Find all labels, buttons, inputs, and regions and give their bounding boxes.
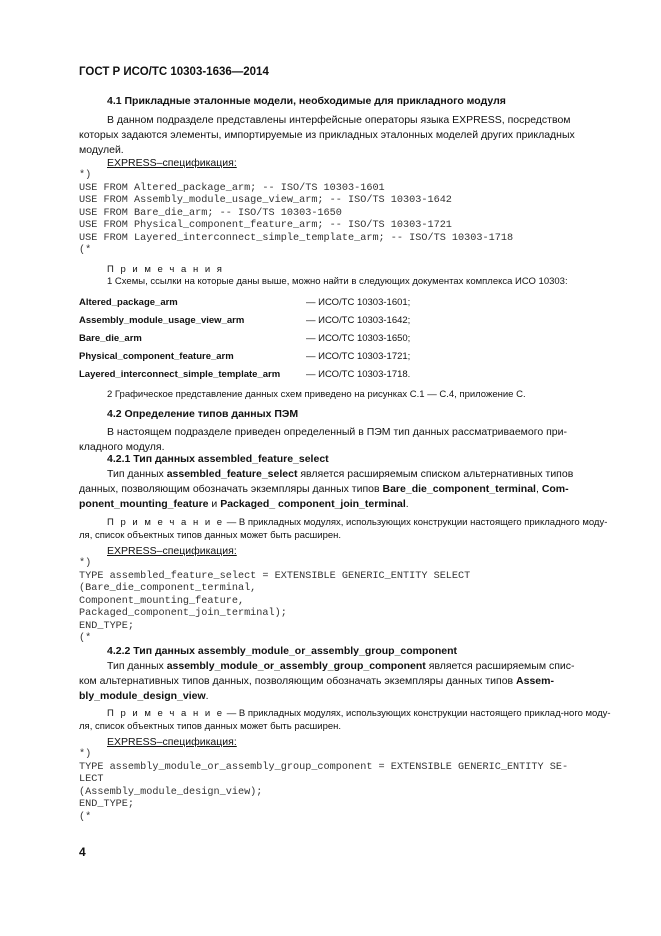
- text: .: [405, 498, 409, 510]
- code-line: (Bare_die_component_terminal,: [79, 583, 257, 594]
- text: является расширяемым списком альтернативных типов: [297, 468, 574, 480]
- s41-para-line3: модулей.: [79, 144, 124, 156]
- ref-name: Bare_die_arm: [79, 333, 142, 344]
- s422-para-line3: [79, 689, 209, 704]
- s41-para-line1: В данном подразделе представлены интерфейсные операторы языка EXPRESS, посредством: [107, 114, 571, 126]
- entity-name: Bare_die_component_terminal: [382, 483, 536, 495]
- s422-code-block: [79, 749, 568, 824]
- s422-para-line2: [79, 674, 554, 689]
- s42-para-line2: кладного модуля.: [79, 441, 165, 453]
- code-line: USE FROM Bare_die_arm; -- ISO/TS 10303-1650: [79, 207, 342, 219]
- code-line: *): [79, 558, 92, 569]
- code-line: *): [79, 749, 92, 760]
- code-line: (Assembly_module_design_view);: [79, 786, 263, 798]
- text: и: [208, 498, 221, 510]
- s421-code-block: [79, 558, 470, 646]
- entity-name: Packaged_ component_join_terminal: [220, 498, 406, 510]
- s421-para-line2: [79, 482, 569, 497]
- s421-para-line3: [79, 497, 409, 512]
- code-line: LECT: [79, 774, 104, 785]
- entity-name: Assem-: [516, 675, 554, 687]
- s41-notes-label: П р и м е ч а н и я: [107, 264, 224, 275]
- ref-doc: — ИСО/ТС 10303-1718.: [306, 369, 411, 380]
- s421-note-line1: [107, 516, 607, 529]
- note-text: — В прикладных модулях, использующих конструкции настоящего приклад-ного моду-: [224, 708, 611, 719]
- text: ,: [535, 483, 542, 495]
- code-line: END_TYPE;: [79, 620, 135, 632]
- s42-para-line1: В настоящем подразделе приведен определенный в ПЭМ тип данных рассматриваемого при-: [107, 426, 567, 438]
- s422-note-line1: [107, 707, 611, 720]
- page-number: 4: [79, 845, 86, 859]
- section-4-2-heading: 4.2 Определение типов данных ПЭМ: [107, 408, 299, 420]
- text: является расширяемым спис-: [425, 660, 575, 672]
- code-line: USE FROM Layered_interconnect_simple_template_arm; -- ISO/TS 10303-1718: [79, 232, 514, 244]
- code-line: END_TYPE;: [79, 799, 135, 810]
- s421-note-line2: ля, список объектных типов данных может быть расширен.: [79, 530, 342, 541]
- ref-name: Physical_component_feature_arm: [79, 351, 234, 362]
- ref-doc: — ИСО/ТС 10303-1721;: [306, 351, 411, 362]
- code-line: Packaged_component_join_terminal);: [79, 608, 287, 619]
- entity-name: Com-: [541, 483, 569, 495]
- note-text: — В прикладных модулях, использующих конструкции настоящего прикладного моду-: [224, 517, 608, 528]
- text: ком альтернативных типов данных, позволяющим обозначать экземпляры данных типов: [79, 675, 517, 687]
- ref-name: Assembly_module_usage_view_arm: [79, 315, 245, 326]
- code-line: TYPE assembled_feature_select = EXTENSIBLE GENERIC_ENTITY SELECT: [79, 570, 471, 582]
- code-line: USE FROM Assembly_module_usage_view_arm; -- ISO/TS 10303-1642: [79, 195, 452, 206]
- text: данных, позволяющим обозначать экземпляры данных типов: [79, 483, 383, 495]
- section-4-1-heading: 4.1 Прикладные эталонные модели, необходимые для прикладного модуля: [107, 95, 506, 107]
- s422-note-line2: ля, список объектных типов данных может быть расширен.: [79, 721, 342, 732]
- s421-para-line1: [107, 467, 573, 482]
- entity-name: assembly_module_or_assembly_group_component: [166, 660, 426, 672]
- s41-code-block: [79, 170, 513, 258]
- s41-note-1: 1 Схемы, ссылки на которые даны выше, можно найти в следующих документах комплекса ИСО 10303:: [107, 276, 568, 287]
- note-label: П р и м е ч а н и е: [107, 708, 225, 719]
- s422-para-line1: [107, 659, 575, 674]
- code-line: *): [79, 170, 92, 181]
- text: Тип данных: [107, 468, 167, 480]
- entity-name: assembled_feature_select: [166, 468, 298, 480]
- text: .: [205, 690, 209, 702]
- s41-para-line2: которых задаются элементы, импортируемые из прикладных эталонных моделей других прикладных: [79, 129, 575, 141]
- ref-doc: — ИСО/ТС 10303-1642;: [306, 315, 411, 326]
- section-4-2-1-heading: 4.2.1 Тип данных assembled_feature_select: [107, 453, 329, 465]
- s41-note-2: 2 Графическое представление данных схем приведено на рисунках C.1 — C.4, приложение С.: [107, 389, 526, 400]
- s422-express-spec-label: EXPRESS–спецификация:: [107, 736, 237, 748]
- code-line: (*: [79, 633, 92, 644]
- ref-name: Altered_package_arm: [79, 297, 178, 308]
- code-line: TYPE assembly_module_or_assembly_group_component = EXTENSIBLE GENERIC_ENTITY SE-: [79, 761, 569, 773]
- ref-doc: — ИСО/ТС 10303-1601;: [306, 297, 411, 308]
- document-header: ГОСТ Р ИСО/ТС 10303-1636—2014: [79, 66, 269, 78]
- ref-name: Layered_interconnect_simple_template_arm: [79, 369, 281, 380]
- entity-name: ponent_mounting_feature: [79, 498, 209, 510]
- text: Тип данных: [107, 660, 167, 672]
- code-line: (*: [79, 245, 92, 256]
- code-line: (*: [79, 811, 92, 823]
- code-line: USE FROM Physical_component_feature_arm; -- ISO/TS 10303-1721: [79, 220, 452, 231]
- code-line: Component_mounting_feature,: [79, 595, 245, 607]
- ref-doc: — ИСО/ТС 10303-1650;: [306, 333, 411, 344]
- note-label: П р и м е ч а н и е: [107, 517, 225, 528]
- s421-express-spec-label: EXPRESS–спецификация:: [107, 545, 237, 557]
- section-4-2-2-heading: 4.2.2 Тип данных assembly_module_or_assembly_group_component: [107, 645, 457, 657]
- entity-name: bly_module_design_view: [79, 690, 206, 702]
- code-line: USE FROM Altered_package_arm; -- ISO/TS 10303-1601: [79, 182, 385, 194]
- s41-express-spec-label: EXPRESS–спецификация:: [107, 157, 237, 169]
